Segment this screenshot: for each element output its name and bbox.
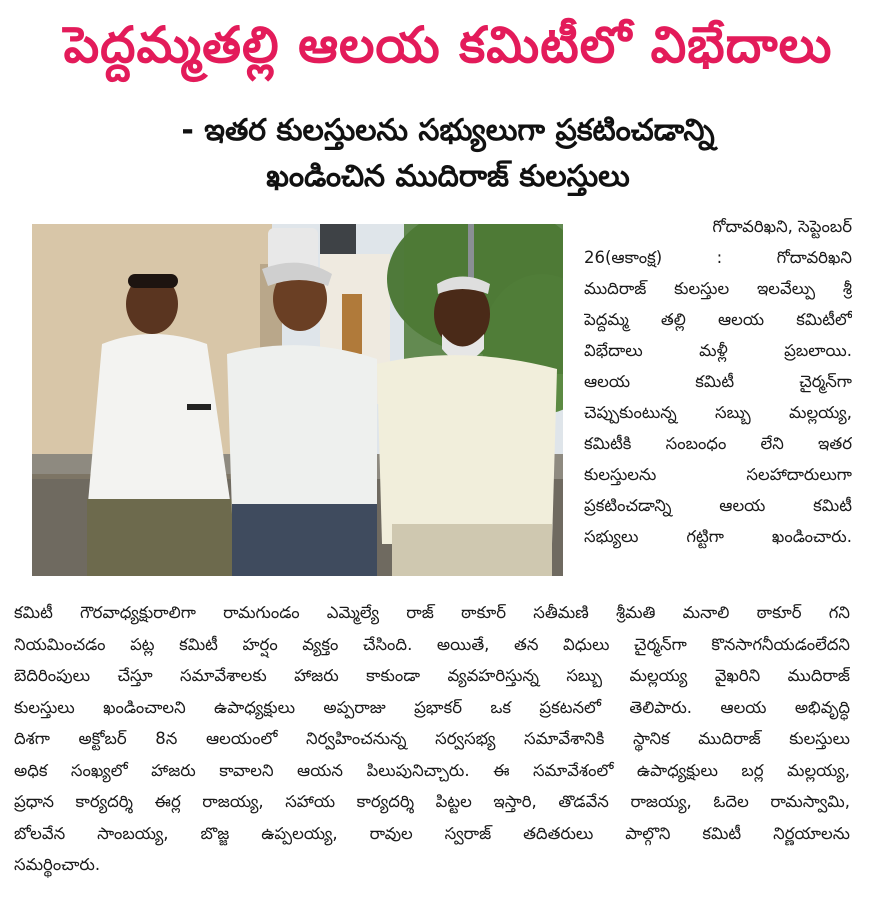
body-line: కులస్తులు ఖండించాలని ఉపాధ్యక్షులు అప్పరాజు ప్రభాకర్ ఒక ప్రకటనలో తెలిపారు. ఆలయ అభివృద్ధి xyxy=(14,697,850,717)
side-column-line: గోదావరిఖని, సెప్టెంబర్ xyxy=(712,217,852,236)
photo-of-three-men-icon xyxy=(32,224,563,576)
body-line: బోలవేన సాంబయ్య, బొజ్జ ఉప్పలయ్య, రావుల స్వరాజ్ తదితరులు పాల్గొని కమిటీ నిర్ణయాలను xyxy=(14,823,850,843)
side-column-line: సభ్యులు గట్టిగా ఖండించారు. xyxy=(584,527,852,546)
side-column-line: ముదిరాజ్ కులస్తుల ఇలవేల్పు శ్రీ xyxy=(584,279,852,298)
body-line: కమిటీ గౌరవాధ్యక్షురాలిగా రామగుండం ఎమ్మెల్యే రాజ్ ఠాకూర్ సతీమణి శ్రీమతి మనాలి ఠాకూర్ గని xyxy=(14,603,850,622)
body-line: అధిక సంఖ్యలో హాజరు కావాలని ఆయన పిలుపునిచ్చారు. ఈ సమావేశంలో ఉపాధ్యక్షులు బర్ల మల్లయ్య, xyxy=(14,760,850,780)
body-line: బెదిరింపులు చేస్తూ సమావేశాలకు హాజరు కాకుండా వ్యవహరిస్తున్న సబ్బు మల్లయ్య వైఖరిని ముదిరాజ్ xyxy=(14,666,850,685)
article-body xyxy=(14,597,850,881)
news-photo xyxy=(32,224,563,576)
side-column-line: పెద్దమ్మ తల్లి ఆలయ కమిటీలో xyxy=(584,310,852,329)
side-column-line: ప్రకటించడాన్ని ఆలయ కమిటీ xyxy=(584,496,852,515)
side-column-text xyxy=(584,211,852,552)
body-line: దిశగా అక్టోబర్ 8న ఆలయంలో నిర్వహించనున్న సర్వసభ్య సమావేశానికి స్థానిక ముదిరాజ్ కులస్తులు xyxy=(14,729,850,748)
subheadline xyxy=(0,108,896,200)
headline: పెద్దమ్మతల్లి ఆలయ కమిటీలో విభేదాలు xyxy=(63,16,833,74)
side-column-line: చెప్పుకుంటున్న సబ్బు మల్లయ్య, xyxy=(584,403,852,422)
side-column-line: ఆలయ కమిటీ చైర్మన్‌గా xyxy=(584,372,852,391)
side-column-line: కులస్తులను సలహాదారులుగా xyxy=(584,465,852,484)
side-column-line: విభేదాలు మళ్లీ ప్రబలాయి. xyxy=(584,341,852,360)
body-line: ప్రధాన కార్యదర్శి ఈర్ల రాజయ్య, సహాయ కార్యదర్శి పిట్టల ఇస్తారి, తొడవేన రాజయ్య, ఓదెల రామస్వామి, xyxy=(14,792,850,811)
body-line: నియమించడం పట్ల కమిటీ హర్షం వ్యక్తం చేసింది. అయితే, తన విధులు చైర్మన్‌గా కొనసాగనీయడంలేదని xyxy=(14,634,850,654)
side-column-line: కమిటీకి సంబంధం లేని ఇతర xyxy=(584,434,852,453)
subheadline-line-1: - ఇతర కులస్తులను సభ్యులుగా ప్రకటించడాన్ని xyxy=(181,113,715,148)
side-column-line: 26(ఆకాంక్ష) : గోదావరిఖని xyxy=(584,248,852,267)
subheadline-line-2: ఖండించిన ముదిరాజ్ కులస్తులు xyxy=(266,159,630,194)
body-line: సమర్థించారు. xyxy=(14,855,101,874)
